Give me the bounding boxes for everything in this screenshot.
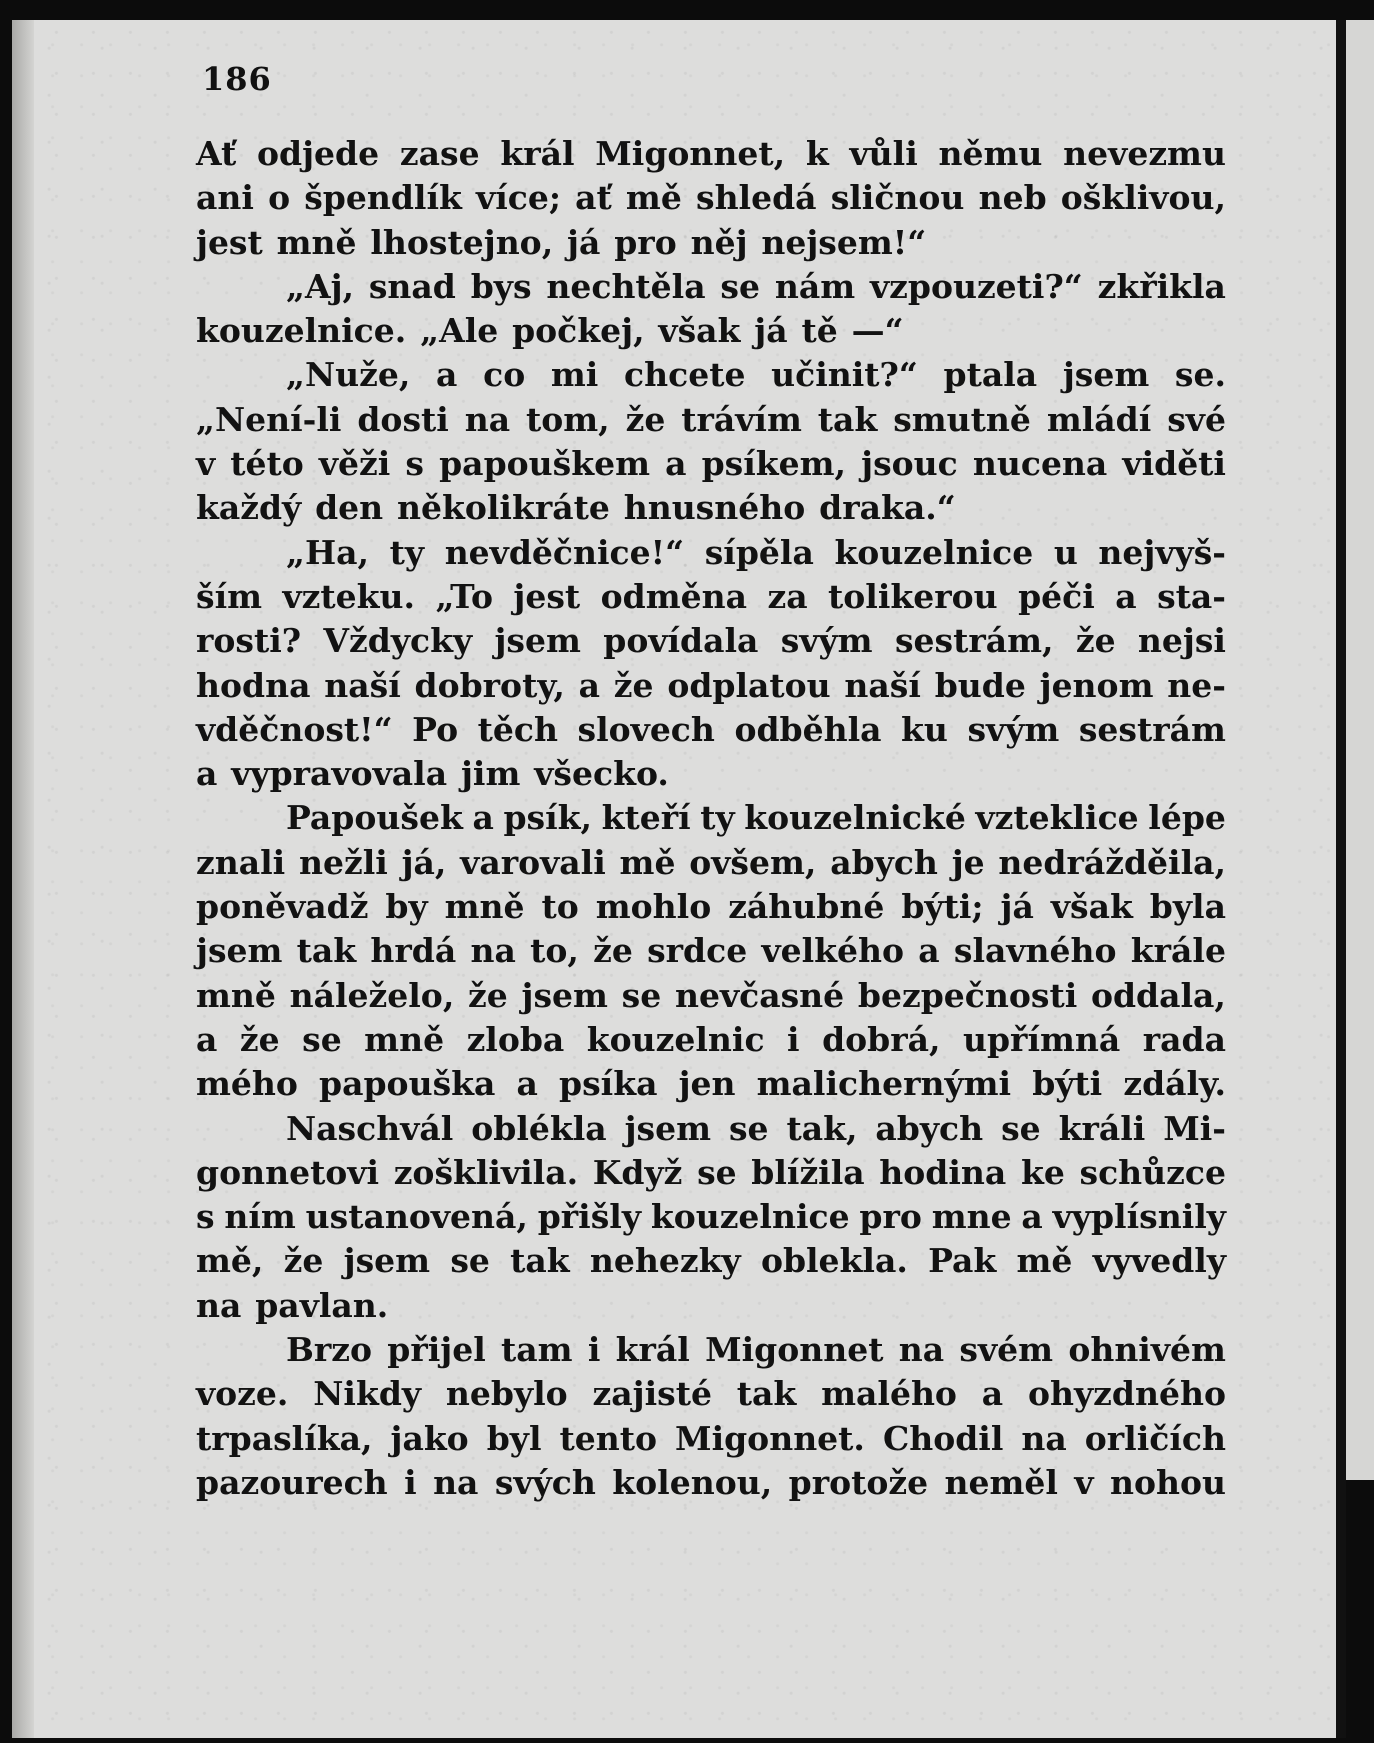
text-line: hodna naší dobroty, a že odplatou naší bude jenom ne- [196, 665, 1226, 705]
text-line: „Není-li dosti na tom, že trávím tak smutně mládí své [196, 399, 1226, 439]
text-line: s ním ustanovená, přišly kouzelnice pro mne a vyplísnily [196, 1197, 1226, 1237]
text-line: na pavlan. [196, 1285, 389, 1325]
text-line: v této věži s papouškem a psíkem, jsouc nucena viděti [196, 444, 1226, 484]
text-line: a že se mně zloba kouzelnic i dobrá, upřímná rada [196, 1019, 1226, 1059]
page-number: 186 [202, 60, 272, 98]
text-line: poněvadž by mně to mohlo záhubné býti; já však byla [196, 887, 1226, 927]
text-line: jsem tak hrdá na to, že srdce velkého a slavného krále [196, 931, 1226, 971]
text-line: znali nežli já, varovali mě ovšem, abych je nedrážděila, [196, 842, 1226, 882]
text-line: gonnetovi zošklivila. Když se blížila hodina ke schůzce [196, 1152, 1226, 1192]
text-line: mně náleželo, že jsem se nevčasné bezpečnosti oddala, [196, 975, 1226, 1015]
text-line: mého papouška a psíka jen malichernými býti zdály. [196, 1064, 1226, 1104]
text-line: každý den několikráte hnusného draka.“ [196, 488, 956, 528]
text-line: voze. Nikdy nebylo zajisté tak malého a ohyzdného [196, 1374, 1226, 1414]
text-line: Naschvál oblékla jsem se tak, abych se králi Mi- [286, 1108, 1226, 1148]
next-page-edge-shadow [1346, 1480, 1374, 1743]
text-line: Papoušek a psík, kteří ty kouzelnické vzteklice lépe [286, 798, 1226, 838]
text-line: Ať odjede zase král Migonnet, k vůli němu nevezmu [196, 134, 1226, 173]
text-line: mě, že jsem se tak nehezky oblekla. Pak mě vyvedly [196, 1241, 1226, 1281]
text-line: „Aj, snad bys nechtěla se nám vzpouzeti?“ zkřikla [286, 266, 1226, 306]
text-line: trpaslíka, jako byl tento Migonnet. Chodil na orličích [196, 1418, 1226, 1458]
text-line: vděčnost!“ Po těch slovech odběhla ku svým sestrám [196, 709, 1226, 749]
text-line: a vypravovala jim všecko. [196, 754, 669, 794]
text-line: pazourech i na svých kolenou, protože neměl v nohou [196, 1462, 1226, 1502]
text-line: „Nuže, a co mi chcete učinit?“ ptala jsem se. [286, 355, 1226, 395]
text-line: kouzelnice. „Ale počkej, však já tě —“ [196, 311, 904, 351]
text-line: ani o špendlík více; ať mě shledá sličnou neb ošklivou, [196, 178, 1226, 218]
body-text [196, 132, 1226, 1505]
next-page-edge [1346, 20, 1374, 1480]
page-left-edge-shadow [12, 20, 34, 1738]
text-line: Brzo přijel tam i král Migonnet na svém ohnivém [286, 1330, 1226, 1370]
text-line: ším vzteku. „To jest odměna za tolikerou péči a sta- [196, 576, 1226, 616]
text-line: rosti? Vždycky jsem povídala svým sestrám, že nejsi [196, 621, 1226, 661]
text-line: „Ha, ty nevděčnice!“ sípěla kouzelnice u nejvyš- [286, 532, 1226, 572]
text-line: jest mně lhostejno, já pro něj nejsem!“ [196, 222, 927, 262]
